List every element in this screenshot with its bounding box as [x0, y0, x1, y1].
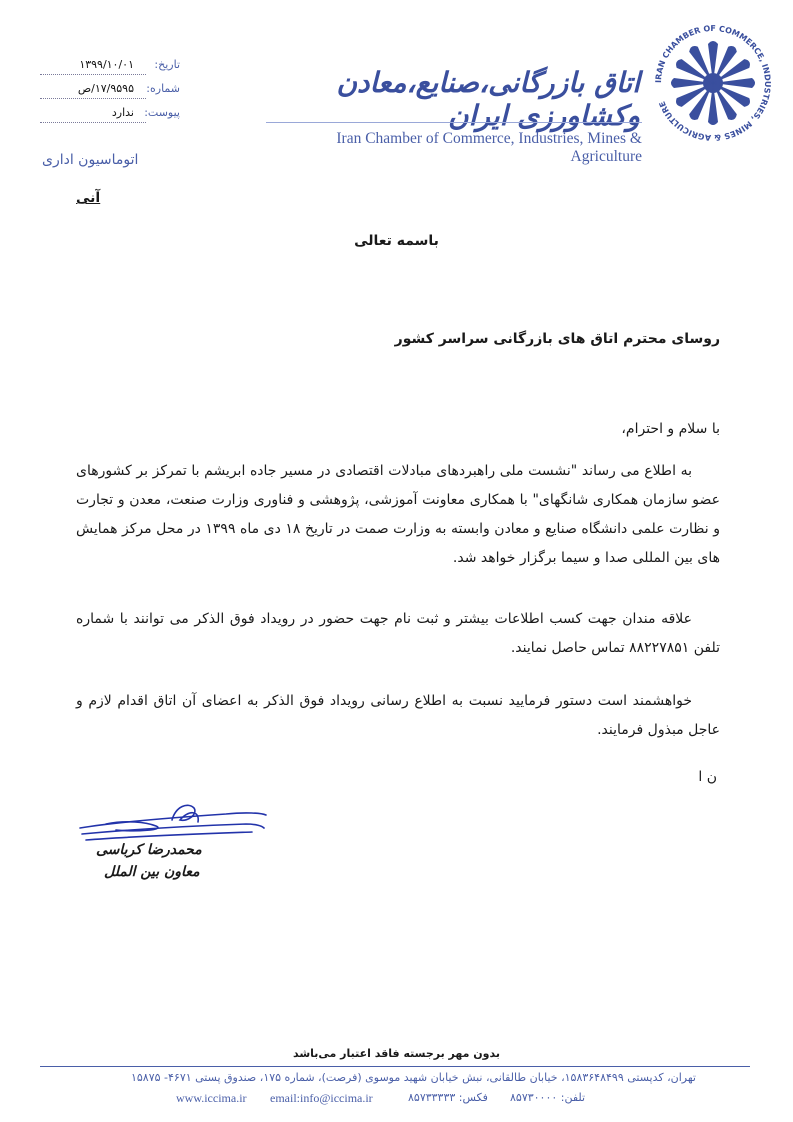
body-paragraph: علاقه مندان جهت کسب اطلاعات بیشتر و ثبت نام جهت حضور در رویداد فوق الذکر می توانند با شماره تلفن ۸۸۲۲۷۸۵۱ تماس حاصل نمایند. [76, 611, 720, 656]
attachment-dotted-line [40, 122, 146, 123]
footer-divider [40, 1066, 750, 1067]
signer-name: محمدرضا کرباسی [96, 842, 202, 858]
attachment-label: پیوست: [144, 106, 180, 119]
attachment-value: ندارد [111, 106, 134, 119]
body-paragraph: خواهشمند است دستور فرمایید نسبت به اطلاع رسانی رویداد فوق الذکر به اعضای آن اتاق اقدام لازم و عاجل مبذول فرمایند. [76, 693, 720, 738]
greeting-line: با سلام و احترام، [621, 421, 720, 437]
number-value: ۱۷/۹۵۹۵/ص [77, 82, 134, 95]
seal-notice: بدون مهر برجسته فاقد اعتبار می‌باشد [292, 1047, 501, 1060]
attachment-field [40, 106, 180, 126]
header-divider [266, 122, 642, 123]
website-link[interactable]: www.iccima.ir [176, 1091, 247, 1105]
author-initials: ن ا [698, 769, 717, 785]
number-dotted-line [40, 98, 146, 99]
org-name-persian: اتاق بازرگانی،صنایع،معادن وکشاورزی ایران [336, 66, 640, 132]
date-field [40, 58, 180, 78]
org-name-english: Iran Chamber of Commerce, Industries, Mines & Agriculture [336, 130, 642, 165]
date-label: تاریخ: [154, 58, 180, 71]
body-paragraph: به اطلاع می رساند "نشست ملی راهبردهای مبادلات اقتصادی در مسیر جاده ابریشم با تمرکز بر کشورهای عضو سازمان همکاری شانگهای" با همکاری معاونت آموزشی، پژوهشی و فناوری وزارت صنعت، معدن و تجارت و نظارت علمی دانشگاه صنایع و معادن وابسته به وزارت صمت در تاریخ ۱۸ دی ماه ۱۳۹۹ در محل مرکز همایش های بین المللی صدا و سیما برگزار خواهد شد. [76, 463, 720, 566]
email-link[interactable]: email:info@iccima.ir [270, 1091, 373, 1105]
number-label: شماره: [146, 82, 180, 95]
urgency-label: آنی [76, 190, 101, 206]
signer-title: معاون بین الملل [104, 864, 200, 880]
department-label: اتوماسیون اداری [42, 152, 139, 168]
invocation-heading: باسمه تعالی [354, 233, 439, 249]
logo-rosette [671, 41, 755, 125]
fax-number: فکس: ۸۵۷۳۳۳۳۳ [408, 1091, 488, 1104]
chamber-logo-icon [652, 22, 774, 144]
logo-ring-text: IRAN CHAMBER OF COMMERCE, INDUSTRIES, MINES & AGRICULTURE [653, 23, 773, 143]
recipient-line: روسای محترم اتاق های بازرگانی سراسر کشور [394, 331, 720, 347]
footer-address: تهران، کدپستی ۱۵۸۳۶۴۸۴۹۹، خیابان طالقانی، نبش خیابان شهید موسوی (فرصت)، شماره ۱۷۵، صندوق پستی ۴۶۷۱- ۱۵۸۷۵ [130, 1071, 696, 1084]
date-value: ۱۳۹۹/۱۰/۰۱ [79, 58, 134, 71]
number-field [40, 82, 180, 102]
phone-number: تلفن: ۸۵۷۳۰۰۰۰ [510, 1091, 586, 1104]
date-dotted-line [40, 74, 146, 75]
